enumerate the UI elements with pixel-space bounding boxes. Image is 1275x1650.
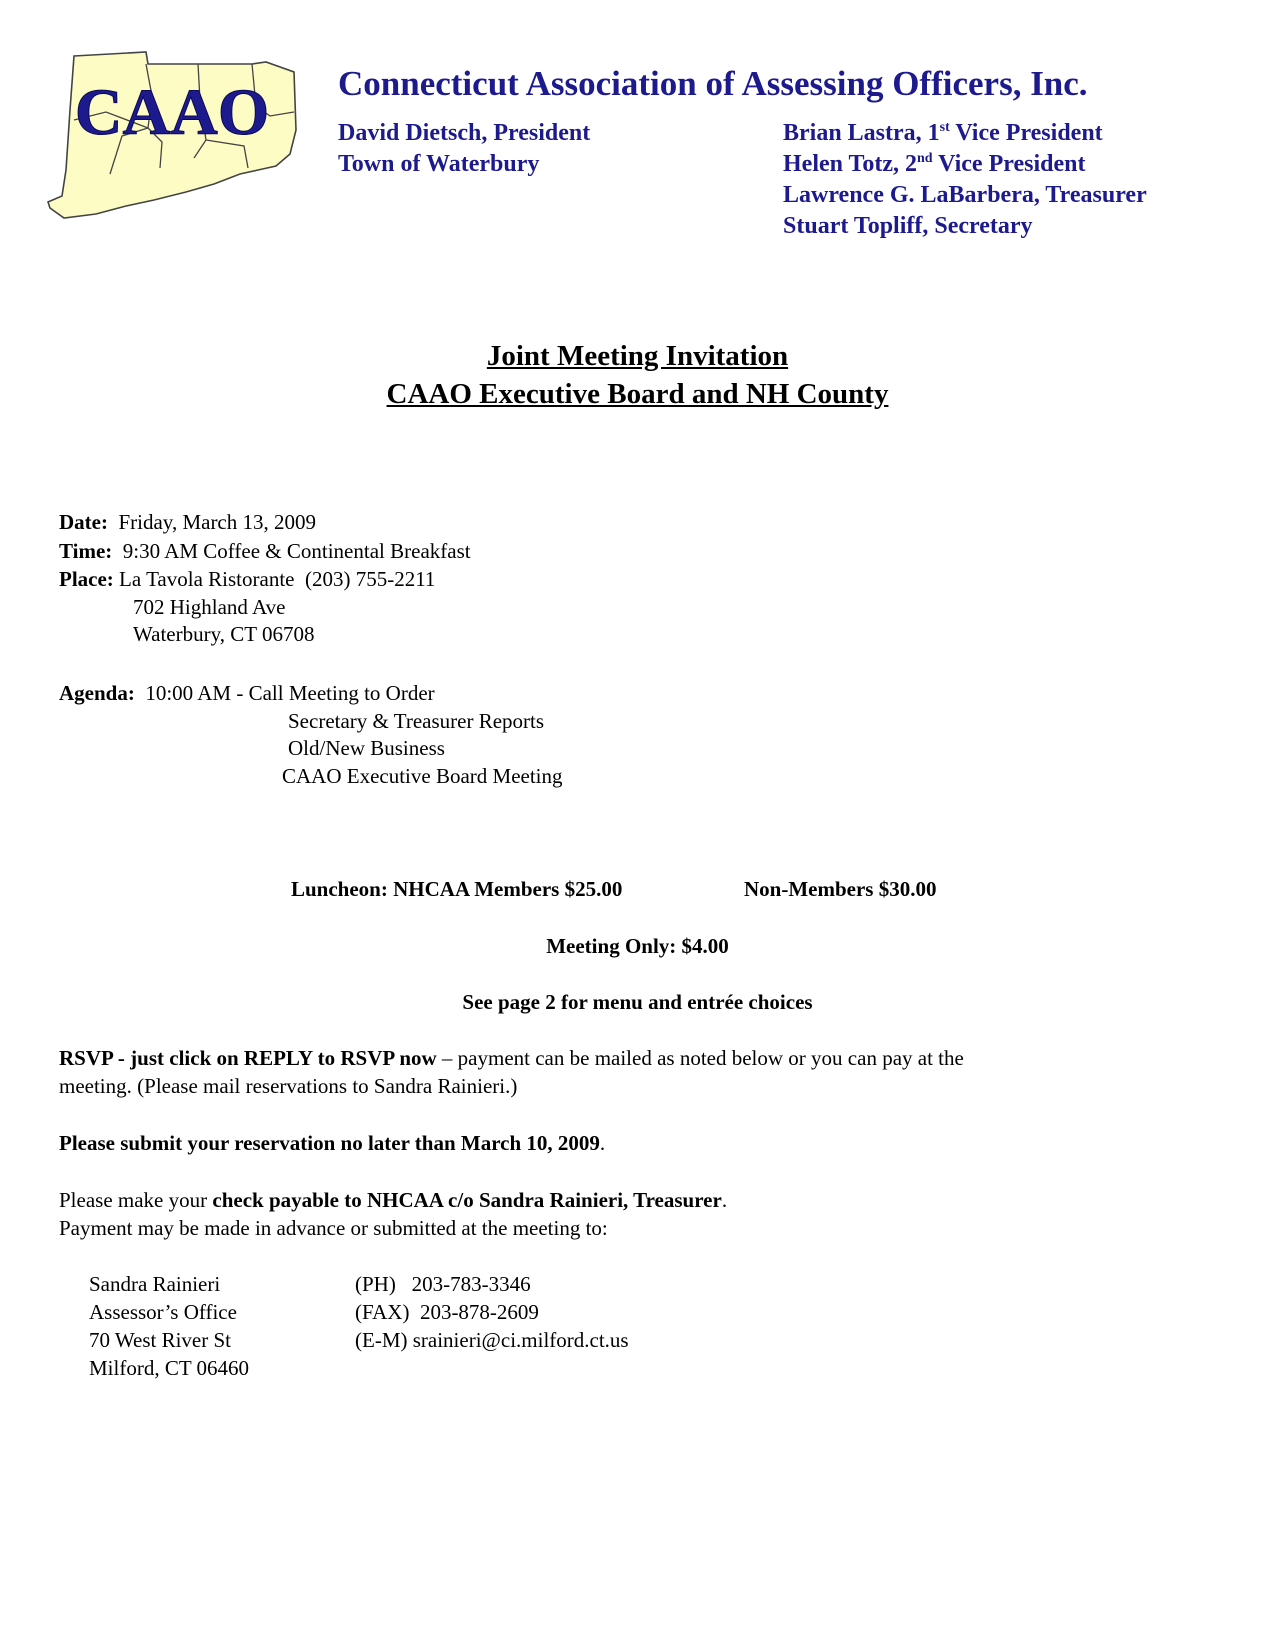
agenda-item: Old/New Business (288, 736, 445, 760)
payment-line-1: Please make your check payable to NHCAA c/o Sandra Rainieri, Treasurer. (59, 1188, 728, 1212)
payment-line-2: Payment may be made in advance or submitted at the meeting to: (59, 1216, 608, 1240)
rsvp-line-1 (59, 1046, 964, 1071)
time-value: 9:30 AM Coffee & Continental Breakfast (122, 539, 471, 563)
place-value: La Tavola Ristorante (203) 755-2211 (119, 567, 436, 591)
president-town: Town of Waterbury (338, 151, 540, 177)
check-payable-to: check payable to NHCAA c/o Sandra Rainieri, Treasurer (212, 1188, 722, 1212)
address-line-1: 702 Highland Ave (133, 595, 286, 619)
contact-fax: (FAX) 203-878-2609 (355, 1300, 539, 1324)
date-label: Date: (59, 510, 108, 534)
agenda-item: 10:00 AM - Call Meeting to Order (145, 681, 435, 705)
address-line-2: Waterbury, CT 06708 (133, 622, 315, 646)
logo-text: CAAO (74, 76, 270, 149)
contact-street: 70 West River St (89, 1328, 232, 1352)
place-row (59, 567, 435, 592)
rsvp-instruction: RSVP - just click on REPLY to RSVP now (59, 1046, 437, 1070)
vp2-ordinal: nd (917, 151, 933, 166)
second-vice-president (783, 151, 1085, 178)
vp1-name: Brian Lastra, 1 (783, 120, 940, 146)
agenda-item: CAAO Executive Board Meeting (282, 764, 563, 788)
agenda-label: Agenda: (59, 681, 135, 705)
vp2-name: Helen Totz, 2 (783, 151, 918, 177)
vp1-role: Vice President (949, 120, 1103, 146)
date-value: Friday, March 13, 2009 (118, 510, 317, 534)
contact-name: Sandra Rainieri (89, 1272, 221, 1296)
reservation-deadline: Please submit your reservation no later than March 10, 2009. (59, 1131, 606, 1155)
title-line-1: Joint Meeting Invitation (486, 340, 789, 372)
place-label: Place: (59, 567, 114, 591)
organization-name: Connecticut Association of Assessing Officers, Inc. (338, 64, 1088, 103)
secretary: Stuart Topliff, Secretary (783, 213, 1033, 239)
vp2-role: Vice President (932, 151, 1086, 177)
title-line-2: CAAO Executive Board and NH County (386, 378, 889, 410)
rsvp-payment-note: – payment can be mailed as noted below or you can pay at the (436, 1046, 964, 1070)
vp1-ordinal: st (939, 120, 950, 135)
luncheon-members-price: Luncheon: NHCAA Members $25.00 (291, 877, 623, 901)
president: David Dietsch, President (338, 120, 591, 146)
luncheon-nonmembers-price: Non-Members $30.00 (744, 877, 937, 901)
menu-note: See page 2 for menu and entrée choices (462, 990, 813, 1014)
first-vice-president (783, 120, 1103, 147)
agenda-item: Secretary & Treasurer Reports (288, 709, 545, 733)
time-label: Time: (59, 539, 113, 563)
contact-email[interactable]: (E-M) srainieri@ci.milford.ct.us (355, 1328, 629, 1352)
contact-city: Milford, CT 06460 (89, 1356, 250, 1380)
contact-phone: (PH) 203-783-3346 (355, 1272, 531, 1296)
rsvp-line-2: meeting. (Please mail reservations to Sandra Rainieri.) (59, 1074, 518, 1098)
deadline-text: Please submit your reservation no later than March 10, 2009 (59, 1131, 600, 1155)
agenda-row (59, 681, 435, 706)
date-row (59, 510, 316, 535)
meeting-only-price: Meeting Only: $4.00 (546, 934, 729, 958)
treasurer: Lawrence G. LaBarbera, Treasurer (783, 182, 1147, 208)
contact-office: Assessor’s Office (89, 1300, 237, 1324)
time-row (59, 539, 471, 564)
caao-logo (44, 50, 306, 220)
